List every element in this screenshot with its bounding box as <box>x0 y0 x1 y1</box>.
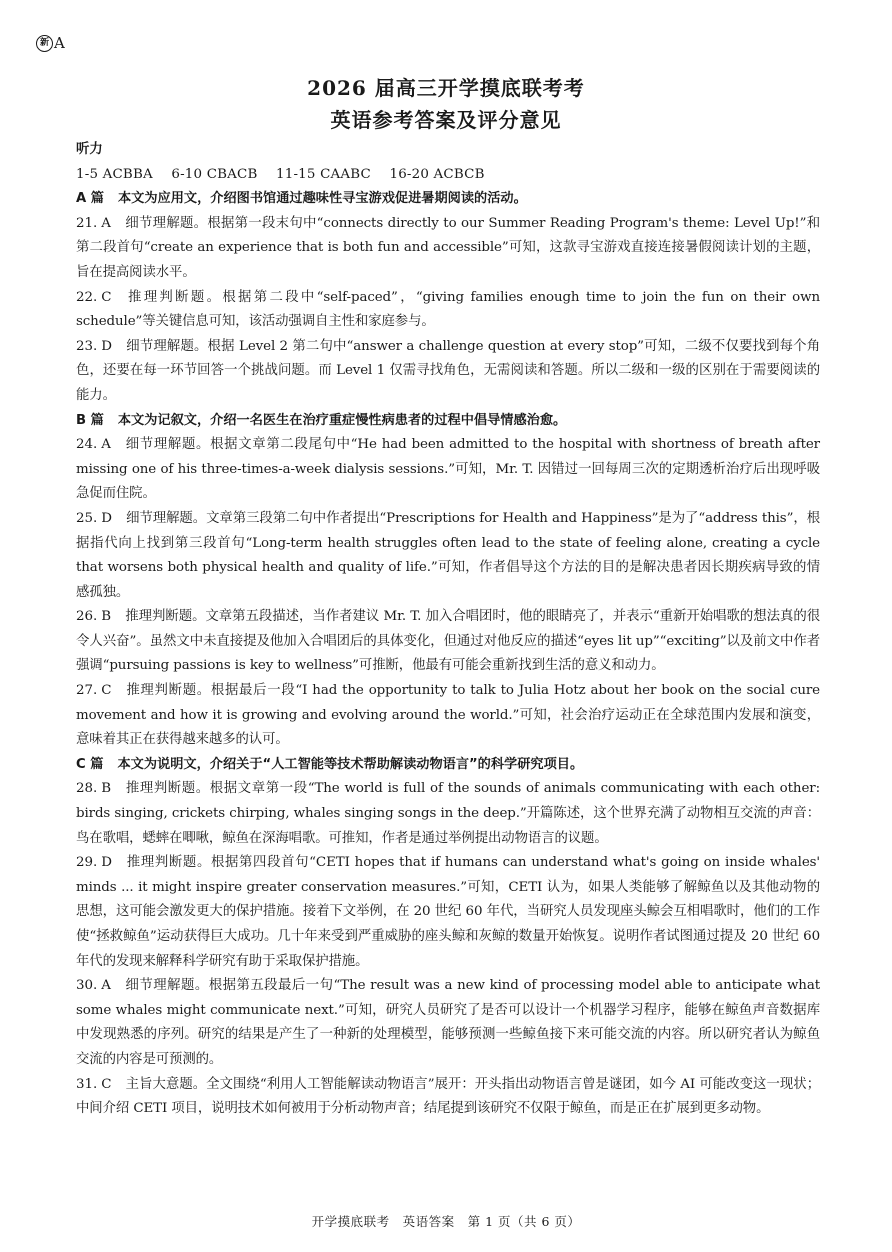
question-number: 29. <box>76 855 98 871</box>
answer-choice: B <box>101 609 112 625</box>
listening-key: 16-20 ACBCB <box>389 166 485 182</box>
question-number: 24. <box>76 437 98 453</box>
answer-choice: A <box>101 215 111 231</box>
answer-item <box>76 507 820 605</box>
question-number: 22. <box>76 289 98 305</box>
question-number: 31. <box>76 1076 98 1092</box>
listening-key: 1-5 ACBBA <box>76 166 153 182</box>
listening-heading: 听力 <box>76 142 103 157</box>
answer-item <box>76 433 820 507</box>
answer-choice: D <box>101 855 113 871</box>
question-number: 26. <box>76 609 98 625</box>
exam-title: 2026 届高三开学摸底联考考 <box>307 76 585 100</box>
passage-heading <box>76 409 820 434</box>
listening-key: 11-15 CAABC <box>276 166 371 182</box>
answer-item <box>76 777 820 851</box>
answer-choice: A <box>101 437 111 453</box>
answer-explanation: 推理判断题。文章第五段描述，当作者建议 Mr. T. 加入合唱团时，他的眼睛亮了，并表示“重新开始唱歌的想法真的很令人兴奋”。虽然文中未直接提及他加入合唱团后的具体变化，但通过对他反应的描述“eyes lit up”“exciting”以及前文中作者强调“pursuing passions is key to wellness”可推断，他最有可能会重新找到生活的意义和动力。 <box>76 609 820 674</box>
answer-choice: C <box>101 289 112 305</box>
answer-explanation: 推理判断题。根据文章第一段“The world is full of the sounds of animals communicating with each other: birds singing, crickets chirping, whales singing songs in the deep.”开篇陈述，这个世界充满了动物相互交流的声音：鸟在歌唱，蟋蟀在唧啾，鲸鱼在深海唱歌。可推知，作者是通过举例提出动物语言的议题。 <box>76 781 820 846</box>
answer-explanation: 细节理解题。根据第五段最后一句“The result was a new kind of processing model able to anticipate what some whales might communicate next.”可知，研究人员研究了是否可以设计一个机器学习程序，能够在鲸鱼声音数据库中发现熟悉的序列。研究的结果是产生了一种新的处理模型，能够预测一些鲸鱼接下来可能交流的内容。所以研究者认为鲸鱼交流的内容是可预测的。 <box>76 978 820 1067</box>
question-number: 25. <box>76 510 98 526</box>
answer-explanation: 推理判断题。根据第四段首句“CETI hopes that if humans can understand what's going on inside whales' minds ... it might inspire greater conservation measures.”可知，CETI 认为，如果人类能够了解鲸鱼以及其他动物的思想，这可能会激发更大的保护措施。接着下文举例，在 20 世纪 60 年代，当研究人员发现座头鲸会互相唱歌时，他们的工作使“拯救鲸鱼”运动获得巨大成功。几十年来受到严重威胁的座头鲸和灰鲸的数量开始恢复。说明作者试图通过提及 20 世纪 60 年代的发现来解释科学研究有助于采取保护措施。 <box>76 855 820 969</box>
passage-heading <box>76 187 820 212</box>
answer-item <box>76 679 820 753</box>
answer-item <box>76 605 820 679</box>
answer-choice: C <box>101 1076 112 1092</box>
answer-item <box>76 286 820 335</box>
version-mark <box>36 34 65 52</box>
answer-item <box>76 1073 820 1122</box>
question-number: 27. <box>76 683 98 699</box>
answer-item <box>76 974 820 1072</box>
answer-content <box>76 138 820 1122</box>
answer-item <box>76 851 820 974</box>
answer-explanation: 细节理解题。根据第一段末句中“connects directly to our Summer Reading Program's theme: Level Up!”和第二段首句“create an experience that is both fun and accessible”可知，这款寻宝游戏直接连接暑假阅读计划的主题，旨在提高阅读水平。 <box>76 215 820 280</box>
passage-name: A 篇 <box>76 191 104 207</box>
listening-key: 6-10 CBACB <box>171 166 258 182</box>
question-number: 23. <box>76 338 98 354</box>
answer-item <box>76 212 820 286</box>
passage-summary: 本文为说明文，介绍关于“人工智能等技术帮助解读动物语言”的科学研究项目。 <box>117 756 584 772</box>
passage-summary: 本文为应用文，介绍图书馆通过趣味性寻宝游戏促进暑期阅读的活动。 <box>118 191 527 207</box>
answer-choice: D <box>101 338 113 354</box>
answer-explanation: 细节理解题。根据 Level 2 第二句中“answer a challenge question at every stop”可知，二级不仅要找到每个角色，还要在每一环节回答一个挑战问题。而 Level 1 仅需寻找角色，无需阅读和答题。所以二级和一级的区别在于需要阅读的能力。 <box>76 338 820 403</box>
question-number: 28. <box>76 781 98 797</box>
answer-choice: B <box>101 781 112 797</box>
passage-name: B 篇 <box>76 412 104 428</box>
answer-choice: D <box>101 510 113 526</box>
answer-explanation: 细节理解题。根据文章第二段尾句中“He had been admitted to the hospital with shortness of breath after missing one of his three-times-a-week dialysis sessions.”可知，Mr. T. 因错过一回每周三次的定期透析治疗后出现呼吸急促而住院。 <box>76 437 820 502</box>
version-badge: 新 <box>36 35 53 52</box>
question-number: 21. <box>76 215 98 231</box>
passage-name: C 篇 <box>76 756 104 772</box>
answer-explanation: 主旨大意题。全文围绕“利用人工智能解读动物语言”展开：开头指出动物语言曾是谜团，如今 AI 可能改变这一现状；中间介绍 CETI 项目，说明技术如何被用于分析动物声音；结尾提到该研究不仅限于鲸鱼，而是正在扩展到更多动物。 <box>76 1076 820 1117</box>
answer-explanation: 推理判断题。根据最后一段“I had the opportunity to talk to Julia Hotz about her book on the social cure movement and how it is growing and evolving around the world.”可知，社会治疗运动正在全球范围内发展和演变，意味着其正在获得越来越多的认可。 <box>76 683 820 748</box>
page-footer: 开学摸底联考 英语答案 第 1 页（共 6 页） <box>311 1214 581 1229</box>
version-letter: A <box>54 34 65 52</box>
answer-item <box>76 335 820 409</box>
document-subtitle: 英语参考答案及评分意见 <box>330 108 562 132</box>
answer-choice: C <box>101 683 112 699</box>
passages-list <box>76 187 820 1122</box>
passage-heading <box>76 753 820 778</box>
listening-answer-keys <box>76 163 820 188</box>
answer-explanation: 推理判断题。根据第二段中“self-paced”，“giving families enough time to join the fun on their own schedule”等关键信息可知，该活动强调自主性和家庭参与。 <box>76 289 820 330</box>
question-number: 30. <box>76 978 98 994</box>
answer-choice: A <box>101 978 111 994</box>
answer-explanation: 细节理解题。文章第三段第二句中作者提出“Prescriptions for Health and Happiness”是为了“address this”，根据指代向上找到第三段首句“Long-term health struggles often lead to the state of feeling alone, creating a cycle that worsens both physical health and quality of life.”可知，作者倡导这个方法的目的是解决患者因长期疾病导致的情感孤独。 <box>76 510 820 600</box>
passage-summary: 本文为记叙文，介绍一名医生在治疗重症慢性病患者的过程中倡导情感治愈。 <box>117 412 567 428</box>
